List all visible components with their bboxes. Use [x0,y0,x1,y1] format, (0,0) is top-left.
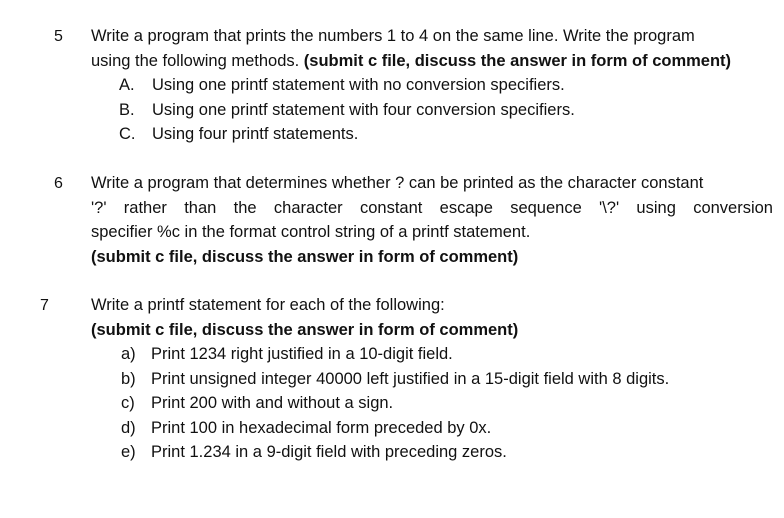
list-item-label: C. [119,125,136,143]
submission-instruction: (submit c file, discuss the answer in form of comment) [91,247,519,266]
question-body [91,171,773,269]
list-item [91,416,773,441]
list-item-label: d) [121,418,136,437]
list-item [91,367,773,392]
question-body [91,293,773,465]
question-text-line [91,49,773,74]
question-number: 6 [54,175,63,192]
question-body [91,24,773,147]
list-item [91,391,773,416]
list-item-text: Print 1.234 in a 9-digit field with preceding zeros. [151,443,507,461]
list-item-text: Print 100 in hexadecimal form preceded by 0x. [151,418,492,437]
list-item [91,73,773,98]
list-item-text: Print unsigned integer 40000 left justified in a 15-digit field with 8 digits. [151,369,670,388]
list-item-label: e) [121,443,136,461]
list-item-label: c) [121,394,135,412]
list-item-text: Using one printf statement with no conversion specifiers. [152,76,565,94]
question-number: 5 [54,28,63,45]
question-number: 7 [40,297,49,314]
list-item [91,342,773,367]
list-item-text: Using four printf statements. [152,125,359,143]
list-item-label: b) [121,369,136,388]
question-text: Write a printf statement for each of the following: [91,296,445,314]
question-text: Write a program that prints the numbers 1 to 4 on the same line. Write the program [91,27,695,45]
list-item-text: Print 1234 right justified in a 10-digit field. [151,345,453,363]
question-text: '?' rather than the character constant escape sequence '\?' using conversion [91,198,773,217]
list-item-label: B. [119,100,135,119]
list-item-label: A. [119,76,135,94]
question-text: Write a program that determines whether ? can be printed as the character constant [91,174,704,192]
question-text: specifier %c in the format control string of a printf statement. [91,223,531,241]
list-item-text: Print 200 with and without a sign. [151,394,394,412]
submission-instruction: (submit c file, discuss the answer in form of comment) [303,51,732,70]
list-item [91,98,773,123]
list-item-label: a) [121,345,136,363]
question-text: using the following methods. [91,51,304,70]
list-item [91,122,773,147]
list-item [91,440,773,465]
submission-instruction: (submit c file, discuss the answer in form of comment) [91,320,519,339]
list-item-text: Using one printf statement with four conversion specifiers. [152,100,575,119]
